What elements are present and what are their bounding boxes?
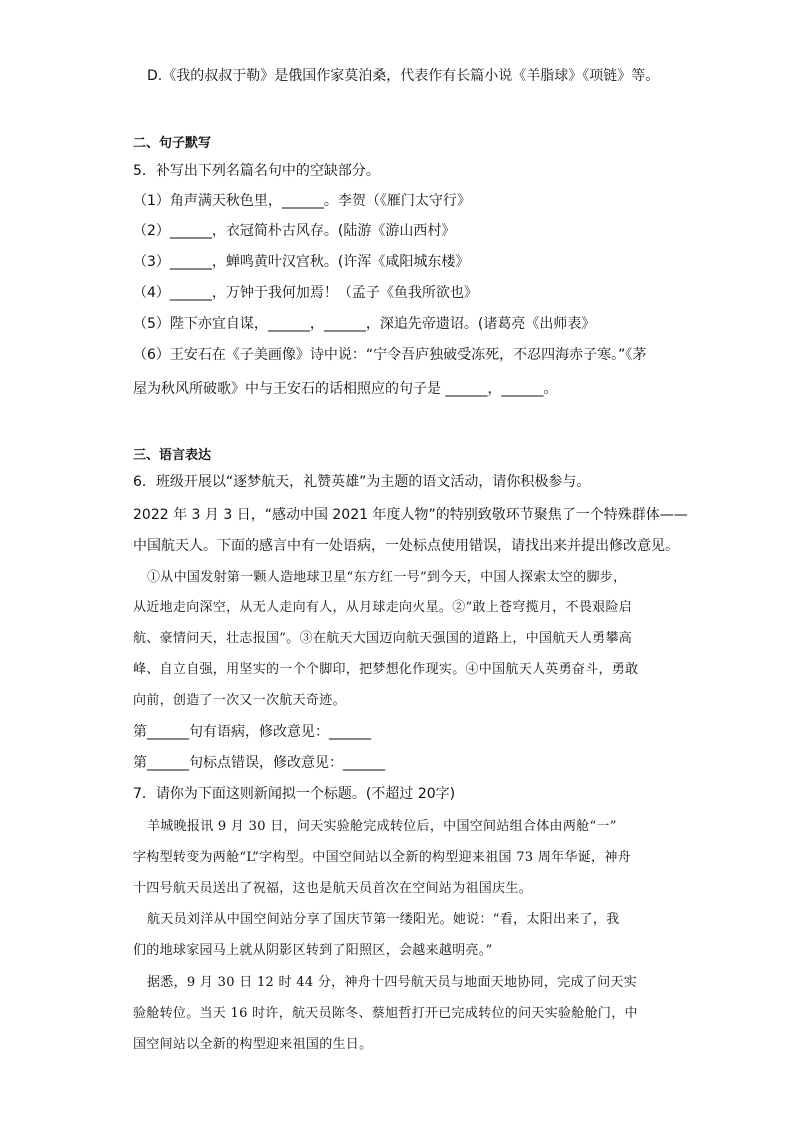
question-6-stem: 6．班级开展以“逐梦航天，礼赞英雄”为主题的语文活动，请你积极参与。 [133, 474, 591, 490]
question-5-item-3: （3）______，蝉鸣黄叶汉宫秋。(许浑《咸阳城东楼》 [133, 254, 470, 270]
question-5-item-6-cont: 屋为秋风所破歌》中与王安石的话相照应的句子是 ______，______。 [133, 381, 558, 397]
news-line-1: 羊城晚报讯 9 月 30 日，问天实验舱完成转位后，中国空间站组合体由两舱“一” [147, 819, 617, 834]
section-3-heading: 三、语言表达 [133, 448, 212, 463]
question-5-item-1: （1）角声满天秋色里，______。李贺（《雁门太守行》 [133, 193, 471, 209]
question-6-passage-1: ①从中国发射第一颗人造地球卫星“东方红一号”到今天，中国人探索太空的脚步， [147, 570, 627, 585]
question-6-passage-2: 从近地走向深空，从无人走向有人，从月球走向火星。②“敢上苍穹揽月，不畏艰险启 [133, 600, 633, 615]
section-2-heading: 二、句子默写 [133, 136, 212, 151]
news-line-7: 验舱转位。当天 16 时许，航天员陈冬、蔡旭哲打开已完成转位的问天实验舱舱门，中 [133, 1006, 638, 1021]
question-6-answer-1: 第______句有语病，修改意见：______ [133, 724, 371, 740]
question-5-stem: 5．补写出下列名篇名句中的空缺部分。 [133, 163, 380, 179]
question-5-item-2: （2）______，衣冠简朴古风存。(陆游《游山西村》 [133, 223, 456, 239]
news-line-5: 们的地球家园马上就从阴影区转到了阳照区，会越来越明亮。” [133, 943, 493, 958]
question-5-item-5: （5）陛下亦宜自谋，______，______，深追先帝遗诏。(诸葛亮《出师表》 [133, 316, 596, 332]
news-line-4: 航天员刘洋从中国空间站分享了国庆节第一缕阳光。她说：“看，太阳出来了，我 [147, 912, 620, 927]
question-5-item-6: （6）王安石在《子美画像》诗中说：“宁令吾庐独破受冻死，不忍四海赤子寒。”《茅 [133, 347, 647, 363]
news-line-6: 据悉，9 月 30 日 12 时 44 分，神舟十四号航天员与地面天地协同，完成了问天实 [147, 975, 638, 990]
question-6-intro-2: 中国航天人。下面的感言中有一处语病，一处标点使用错误，请找出来并提出修改意见。 [133, 538, 679, 554]
question-6-passage-5: 向前，创造了一次又一次航天奇迹。 [133, 693, 346, 708]
question-7-stem: 7．请你为下面这则新闻拟一个标题。(不超过 20字) [133, 786, 456, 802]
question-6-passage-4: 峰、自立自强，用坚实的一个个脚印，把梦想化作现实。④中国航天人英勇奋斗，勇敢 [133, 662, 639, 677]
news-line-8: 国空间站以全新的构型迎来祖国的生日。 [133, 1037, 373, 1052]
question-6-answer-2: 第______句标点错误，修改意见：______ [133, 755, 385, 771]
question-6-passage-3: 航、豪情问天，壮志报国”。③在航天大国迈向航天强国的道路上，中国航天人勇攀高 [133, 631, 633, 646]
question-6-intro-1: 2022 年 3 月 3 日，“感动中国 2021 年度人物”的特别致敬环节聚焦了一个特殊群体—— [133, 507, 688, 523]
news-line-2: 字构型转变为两舱“L”字构型。中国空间站以全新的构型迎来祖国 73 周年华诞，神舟 [133, 850, 631, 865]
question-5-item-4: （4）______，万钟于我何加焉！（孟子《鱼我所欲也》 [133, 285, 478, 301]
news-line-3: 十四号航天员送出了祝福，这也是航天员首次在空间站为祖国庆生。 [133, 881, 533, 896]
option-d: D.《我的叔叔于勒》是俄国作家莫泊桑，代表作有长篇小说《羊脂球》《项链》等。 [147, 68, 660, 84]
